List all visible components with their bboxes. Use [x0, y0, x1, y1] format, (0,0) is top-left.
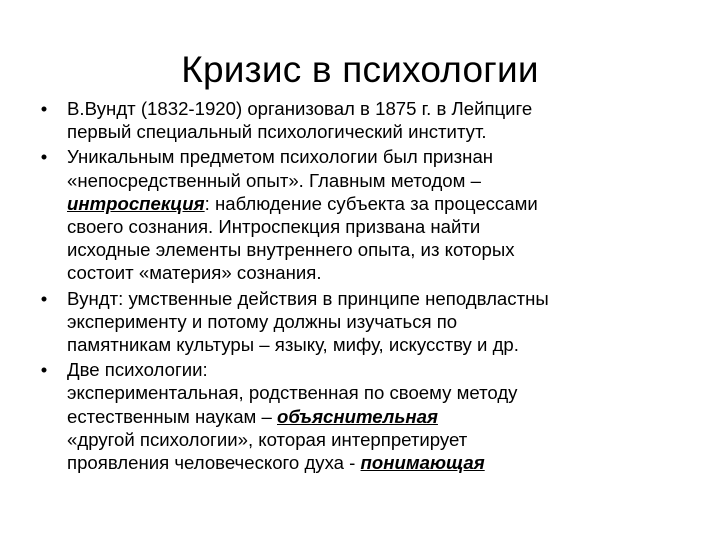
- bullet-text-line: «непосредственный опыт». Главным методом –: [67, 169, 481, 191]
- bullet-item-mental-actions: [36, 287, 686, 357]
- bullet-text-line: [67, 405, 686, 428]
- bullet-marker: •: [40, 359, 48, 381]
- bullet-marker: •: [40, 98, 48, 119]
- bullet-text-line: первый специальный психологический институт.: [67, 121, 487, 143]
- bullet-text-line: своего сознания. Интроспекция призвана найти: [67, 216, 481, 238]
- bullet-marker: •: [40, 146, 48, 168]
- bullet-text-line: Вундт: умственные действия в принципе неподвластны: [67, 287, 549, 309]
- bullet-text-line: Две психологии:: [67, 359, 208, 381]
- bullet-text-line: экспериментальная, родственная по своему методу: [67, 382, 518, 404]
- bullet-text-line: исходные элементы внутреннего опыта, из которых: [67, 239, 515, 261]
- bullet-marker: •: [40, 287, 48, 309]
- bullet-text-line: В.Вундт (1832-1920) организовал в 1875 г. в Лейпциге: [67, 98, 533, 119]
- bullet-text-fragment: естественным наукам –: [67, 405, 277, 427]
- bullet-item-subject-method: [36, 145, 686, 284]
- bullet-text-line: памятникам культуры – языку, мифу, искусству и др.: [67, 334, 519, 356]
- term-understanding: понимающая: [360, 452, 485, 474]
- bullet-text-fragment: проявления человеческого духа -: [67, 452, 361, 474]
- bullet-text-line: «другой психологии», которая интерпретирует: [67, 428, 468, 450]
- bullet-text-line: [67, 192, 686, 215]
- bullet-text-fragment: : наблюдение субъекта за процессами: [204, 192, 538, 214]
- term-explanatory: объяснительная: [277, 405, 438, 427]
- bullet-item-wundt-institute: [36, 97, 686, 143]
- term-introspection: интроспекция: [67, 192, 205, 214]
- bullet-item-two-psychologies: [36, 358, 686, 474]
- bullet-text-line: эксперименту и потому должны изучаться по: [67, 310, 458, 332]
- slide-title: Кризис в психологии: [181, 49, 539, 90]
- bullet-list: [36, 97, 686, 476]
- bullet-text-line: Уникальным предметом психологии был признан: [67, 146, 494, 168]
- bullet-text-line: состоит «материя» сознания.: [67, 262, 322, 284]
- bullet-text-line: [67, 451, 686, 474]
